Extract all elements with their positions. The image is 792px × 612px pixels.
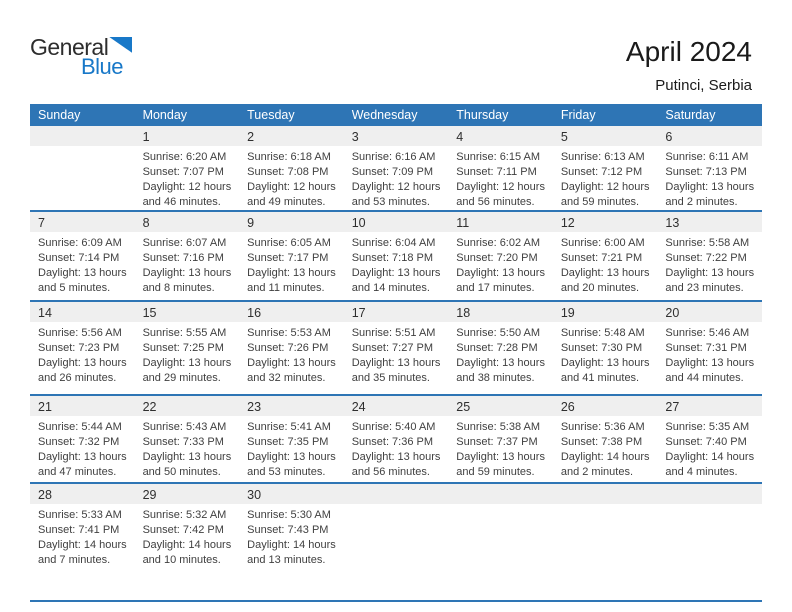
day-number: 26 [553, 396, 658, 416]
day-details [30, 416, 135, 480]
sunrise-line: Sunrise: 5:44 AM [38, 421, 122, 433]
day-cell-23 [239, 396, 344, 482]
weekday-header-monday: Monday [142, 108, 188, 122]
daylight-line-2: and 59 minutes. [560, 196, 640, 208]
daylight-line-2: and 46 minutes. [142, 196, 221, 208]
page-subtitle: Putinci, Serbia [655, 77, 752, 95]
day-number: 3 [344, 126, 449, 146]
day-cell-20 [657, 302, 762, 394]
day-details [553, 416, 658, 480]
day-details [239, 416, 344, 480]
daylight-line-2: and 38 minutes. [456, 372, 535, 384]
day-details [553, 146, 658, 210]
sunset-line: Sunset: 7:12 PM [560, 166, 643, 178]
logo-triangle-icon [109, 37, 132, 53]
weekday-header-wednesday: Wednesday [351, 108, 418, 122]
daylight-line-1: Daylight: 13 hours [351, 357, 441, 369]
day-number: 22 [135, 396, 240, 416]
sunrise-line: Sunrise: 5:30 AM [247, 509, 331, 521]
day-number: 9 [239, 212, 344, 232]
day-details [135, 322, 240, 386]
day-details [344, 322, 449, 386]
daylight-line-1: Daylight: 13 hours [665, 357, 755, 369]
daylight-line-1: Daylight: 12 hours [560, 181, 650, 193]
sunrise-line: Sunrise: 5:58 AM [665, 237, 750, 249]
week-row-4 [30, 394, 762, 482]
general-blue-logo [30, 36, 170, 96]
daylight-line-2: and 26 minutes. [38, 372, 117, 384]
daylight-line-2: and 56 minutes. [456, 196, 535, 208]
day-details [344, 232, 449, 296]
calendar-grid [30, 104, 762, 602]
daylight-line-1: Daylight: 13 hours [456, 451, 545, 463]
day-details [239, 146, 344, 210]
week-row-1 [30, 126, 762, 210]
sunset-line: Sunset: 7:38 PM [560, 436, 643, 448]
day-number: 17 [344, 302, 449, 322]
sunrise-line: Sunrise: 6:16 AM [351, 151, 436, 163]
sunset-line: Sunset: 7:07 PM [142, 166, 224, 178]
day-number: 2 [239, 126, 344, 146]
day-cell-17 [344, 302, 449, 394]
daylight-line-2: and 20 minutes. [560, 282, 640, 294]
sunset-line: Sunset: 7:26 PM [247, 342, 329, 354]
day-number: 13 [657, 212, 762, 232]
sunrise-line: Sunrise: 5:33 AM [38, 509, 122, 521]
day-cell-11 [448, 212, 553, 300]
day-number: 15 [135, 302, 240, 322]
day-cell-27 [657, 396, 762, 482]
day-number: 5 [553, 126, 658, 146]
daylight-line-2: and 50 minutes. [142, 466, 221, 478]
day-details [448, 232, 553, 296]
day-details [344, 416, 449, 480]
day-cell-5 [553, 126, 658, 210]
sunrise-line: Sunrise: 5:32 AM [142, 509, 227, 521]
day-cell-15 [135, 302, 240, 394]
daylight-line-2: and 49 minutes. [247, 196, 326, 208]
sunset-line: Sunset: 7:18 PM [351, 252, 434, 264]
daylight-line-1: Daylight: 14 hours [38, 539, 127, 551]
weekday-header-saturday: Saturday [665, 108, 716, 122]
day-cell-29 [135, 484, 240, 600]
day-details [30, 232, 135, 296]
sunrise-line: Sunrise: 6:09 AM [38, 237, 122, 249]
day-details [135, 232, 240, 296]
week-row-5 [30, 482, 762, 600]
day-number: 19 [553, 302, 658, 322]
day-details [239, 322, 344, 386]
day-number [30, 126, 135, 146]
day-details [135, 504, 240, 568]
day-cell-18 [448, 302, 553, 394]
day-details [657, 146, 762, 210]
daylight-line-2: and 59 minutes. [456, 466, 535, 478]
logo-text-general: General [30, 34, 109, 60]
sunset-line: Sunset: 7:41 PM [38, 524, 120, 536]
sunrise-line: Sunrise: 6:15 AM [456, 151, 541, 163]
daylight-line-1: Daylight: 13 hours [142, 451, 232, 463]
daylight-line-2: and 29 minutes. [142, 372, 221, 384]
sunrise-line: Sunrise: 5:35 AM [665, 421, 750, 433]
day-number [657, 484, 762, 504]
daylight-line-2: and 44 minutes. [665, 372, 744, 384]
sunset-line: Sunset: 7:21 PM [560, 252, 643, 264]
day-details [135, 416, 240, 480]
daylight-line-1: Daylight: 14 hours [247, 539, 336, 551]
day-details [30, 504, 135, 568]
sunset-line: Sunset: 7:11 PM [456, 166, 537, 178]
day-details [448, 146, 553, 210]
sunrise-line: Sunrise: 6:02 AM [456, 237, 541, 249]
sunset-line: Sunset: 7:33 PM [142, 436, 224, 448]
daylight-line-2: and 56 minutes. [351, 466, 430, 478]
day-details [135, 146, 240, 210]
daylight-line-2: and 53 minutes. [351, 196, 430, 208]
week-row-2 [30, 210, 762, 300]
logo-text-blue: Blue [81, 54, 124, 79]
day-details [553, 322, 658, 386]
day-cell-13 [657, 212, 762, 300]
daylight-line-2: and 41 minutes. [560, 372, 640, 384]
day-cell-25 [448, 396, 553, 482]
day-details [30, 322, 135, 386]
page-title: April 2024 [625, 36, 752, 67]
daylight-line-1: Daylight: 12 hours [456, 181, 545, 193]
sunrise-line: Sunrise: 6:00 AM [560, 237, 645, 249]
sunset-line: Sunset: 7:28 PM [456, 342, 538, 354]
sunrise-line: Sunrise: 5:43 AM [142, 421, 227, 433]
day-number: 21 [30, 396, 135, 416]
daylight-line-1: Daylight: 13 hours [247, 267, 336, 279]
sunrise-line: Sunrise: 5:50 AM [456, 327, 541, 339]
sunrise-line: Sunrise: 5:38 AM [456, 421, 541, 433]
day-number: 14 [30, 302, 135, 322]
day-cell-26 [553, 396, 658, 482]
daylight-line-2: and 13 minutes. [247, 554, 326, 566]
weekday-header-thursday: Thursday [456, 108, 509, 122]
sunset-line: Sunset: 7:36 PM [351, 436, 434, 448]
daylight-line-1: Daylight: 13 hours [247, 357, 336, 369]
daylight-line-1: Daylight: 13 hours [38, 451, 127, 463]
sunset-line: Sunset: 7:22 PM [665, 252, 747, 264]
daylight-line-1: Daylight: 13 hours [456, 357, 545, 369]
daylight-line-2: and 11 minutes. [247, 282, 325, 294]
sunset-line: Sunset: 7:25 PM [142, 342, 224, 354]
sunset-line: Sunset: 7:42 PM [142, 524, 224, 536]
day-details [239, 232, 344, 296]
sunset-line: Sunset: 7:20 PM [456, 252, 538, 264]
day-cell-empty [448, 484, 553, 600]
day-details [657, 416, 762, 480]
sunrise-line: Sunrise: 5:36 AM [560, 421, 645, 433]
daylight-line-1: Daylight: 13 hours [351, 451, 441, 463]
day-cell-empty [30, 126, 135, 210]
daylight-line-1: Daylight: 13 hours [665, 267, 755, 279]
daylight-line-2: and 2 minutes. [560, 466, 633, 478]
day-number: 20 [657, 302, 762, 322]
sunrise-line: Sunrise: 6:07 AM [142, 237, 227, 249]
day-number: 10 [344, 212, 449, 232]
day-number: 8 [135, 212, 240, 232]
day-cell-22 [135, 396, 240, 482]
sunset-line: Sunset: 7:14 PM [38, 252, 120, 264]
day-number: 4 [448, 126, 553, 146]
sunrise-line: Sunrise: 5:41 AM [247, 421, 331, 433]
day-details [657, 232, 762, 296]
sunset-line: Sunset: 7:17 PM [247, 252, 329, 264]
sunset-line: Sunset: 7:09 PM [351, 166, 434, 178]
daylight-line-2: and 23 minutes. [665, 282, 744, 294]
day-details [239, 504, 344, 568]
sunrise-line: Sunrise: 5:55 AM [142, 327, 227, 339]
day-details [448, 322, 553, 386]
daylight-line-2: and 17 minutes. [456, 282, 535, 294]
daylight-line-2: and 32 minutes. [247, 372, 326, 384]
daylight-line-2: and 7 minutes. [38, 554, 111, 566]
day-number: 23 [239, 396, 344, 416]
day-number: 28 [30, 484, 135, 504]
day-details [657, 322, 762, 386]
day-cell-8 [135, 212, 240, 300]
day-number: 1 [135, 126, 240, 146]
sunrise-line: Sunrise: 5:48 AM [560, 327, 645, 339]
daylight-line-1: Daylight: 14 hours [142, 539, 232, 551]
sunrise-line: Sunrise: 6:11 AM [665, 151, 749, 163]
sunset-line: Sunset: 7:40 PM [665, 436, 747, 448]
day-cell-empty [553, 484, 658, 600]
daylight-line-1: Daylight: 12 hours [142, 181, 232, 193]
day-cell-9 [239, 212, 344, 300]
week-row-3 [30, 300, 762, 394]
daylight-line-1: Daylight: 13 hours [560, 357, 650, 369]
weekday-header-friday: Friday [560, 108, 596, 122]
day-cell-6 [657, 126, 762, 210]
day-cell-3 [344, 126, 449, 210]
day-number: 30 [239, 484, 344, 504]
day-cell-10 [344, 212, 449, 300]
day-cell-empty [344, 484, 449, 600]
day-number: 27 [657, 396, 762, 416]
day-cell-7 [30, 212, 135, 300]
sunset-line: Sunset: 7:31 PM [665, 342, 747, 354]
day-cell-19 [553, 302, 658, 394]
day-cell-4 [448, 126, 553, 210]
sunrise-line: Sunrise: 6:04 AM [351, 237, 436, 249]
sunrise-line: Sunrise: 6:20 AM [142, 151, 227, 163]
sunrise-line: Sunrise: 5:51 AM [351, 327, 436, 339]
daylight-line-2: and 5 minutes. [38, 282, 111, 294]
sunset-line: Sunset: 7:16 PM [142, 252, 224, 264]
sunset-line: Sunset: 7:43 PM [247, 524, 329, 536]
sunset-line: Sunset: 7:30 PM [560, 342, 643, 354]
daylight-line-1: Daylight: 12 hours [351, 181, 441, 193]
daylight-line-1: Daylight: 13 hours [142, 357, 232, 369]
daylight-line-1: Daylight: 13 hours [665, 181, 755, 193]
day-cell-28 [30, 484, 135, 600]
day-cell-30 [239, 484, 344, 600]
title-block [626, 36, 762, 102]
page-header [30, 36, 762, 102]
day-cell-21 [30, 396, 135, 482]
daylight-line-2: and 8 minutes. [142, 282, 215, 294]
day-cell-2 [239, 126, 344, 210]
daylight-line-1: Daylight: 13 hours [142, 267, 232, 279]
day-cell-empty [657, 484, 762, 600]
sunset-line: Sunset: 7:27 PM [351, 342, 434, 354]
daylight-line-2: and 2 minutes. [665, 196, 738, 208]
daylight-line-1: Daylight: 13 hours [351, 267, 441, 279]
day-number: 11 [448, 212, 553, 232]
sunrise-line: Sunrise: 5:40 AM [351, 421, 436, 433]
weekday-header-sunday: Sunday [38, 108, 81, 122]
sunset-line: Sunset: 7:35 PM [247, 436, 329, 448]
day-details [448, 416, 553, 480]
sunset-line: Sunset: 7:08 PM [247, 166, 329, 178]
day-number [448, 484, 553, 504]
daylight-line-1: Daylight: 14 hours [560, 451, 650, 463]
day-cell-24 [344, 396, 449, 482]
day-cell-12 [553, 212, 658, 300]
day-cell-1 [135, 126, 240, 210]
day-number: 16 [239, 302, 344, 322]
sunrise-line: Sunrise: 5:56 AM [38, 327, 122, 339]
day-number: 18 [448, 302, 553, 322]
daylight-line-2: and 4 minutes. [665, 466, 738, 478]
sunset-line: Sunset: 7:37 PM [456, 436, 538, 448]
sunrise-line: Sunrise: 6:05 AM [247, 237, 331, 249]
sunrise-line: Sunrise: 6:18 AM [247, 151, 331, 163]
day-number: 7 [30, 212, 135, 232]
daylight-line-1: Daylight: 12 hours [247, 181, 336, 193]
day-number [553, 484, 658, 504]
daylight-line-1: Daylight: 13 hours [247, 451, 336, 463]
day-number: 12 [553, 212, 658, 232]
daylight-line-2: and 53 minutes. [247, 466, 326, 478]
day-number: 29 [135, 484, 240, 504]
day-details [344, 146, 449, 210]
daylight-line-2: and 47 minutes. [38, 466, 117, 478]
weekday-header-tuesday: Tuesday [247, 108, 295, 122]
daylight-line-1: Daylight: 13 hours [456, 267, 545, 279]
day-details [553, 232, 658, 296]
sunrise-line: Sunrise: 6:13 AM [560, 151, 645, 163]
day-cell-14 [30, 302, 135, 394]
daylight-line-2: and 35 minutes. [351, 372, 430, 384]
day-cell-16 [239, 302, 344, 394]
sunrise-line: Sunrise: 5:53 AM [247, 327, 331, 339]
daylight-line-2: and 10 minutes. [142, 554, 221, 566]
sunset-line: Sunset: 7:13 PM [665, 166, 747, 178]
daylight-line-1: Daylight: 13 hours [38, 357, 127, 369]
day-number: 25 [448, 396, 553, 416]
sunrise-line: Sunrise: 5:46 AM [665, 327, 750, 339]
day-number: 24 [344, 396, 449, 416]
day-number: 6 [657, 126, 762, 146]
daylight-line-2: and 14 minutes. [351, 282, 430, 294]
sunset-line: Sunset: 7:32 PM [38, 436, 120, 448]
day-number [344, 484, 449, 504]
daylight-line-1: Daylight: 13 hours [38, 267, 127, 279]
sunset-line: Sunset: 7:23 PM [38, 342, 120, 354]
weekday-header-row [30, 104, 762, 126]
daylight-line-1: Daylight: 13 hours [560, 267, 650, 279]
daylight-line-1: Daylight: 14 hours [665, 451, 755, 463]
